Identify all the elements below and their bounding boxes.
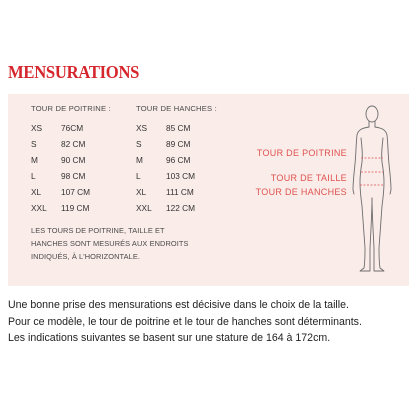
table-row bbox=[31, 152, 111, 168]
waist-label: TOUR DE TAILLE bbox=[270, 173, 347, 183]
size-label: XS bbox=[136, 123, 148, 133]
table-row bbox=[31, 136, 111, 152]
table-row bbox=[136, 200, 217, 216]
size-value: 107 CM bbox=[61, 187, 91, 197]
note-line: LES TOURS DE POITRINE, TAILLE ET bbox=[31, 226, 165, 235]
table-row bbox=[136, 152, 217, 168]
measurement-panel bbox=[8, 94, 409, 286]
size-label: M bbox=[136, 155, 143, 165]
size-value: 89 CM bbox=[166, 139, 191, 149]
chest-label: TOUR DE POITRINE bbox=[256, 148, 347, 158]
table-row bbox=[31, 120, 111, 136]
size-value: 119 CM bbox=[61, 203, 90, 213]
size-label: XXL bbox=[31, 203, 47, 213]
description-line: Pour ce modèle, le tour de poitrine et le tour de hanches sont déterminants. bbox=[8, 315, 362, 328]
hips-column bbox=[136, 102, 217, 216]
size-value: 85 CM bbox=[166, 123, 191, 133]
description-line: Les indications suivantes se basent sur une stature de 164 à 172cm. bbox=[8, 332, 331, 344]
size-label: S bbox=[136, 139, 142, 149]
table-row bbox=[31, 184, 111, 200]
chest-column bbox=[31, 102, 111, 216]
measurement-note bbox=[31, 224, 201, 263]
table-row bbox=[136, 168, 217, 184]
note-line: HANCHES SONT MESURÉS AUX ENDROITS bbox=[31, 239, 189, 248]
size-label: XS bbox=[31, 123, 43, 133]
table-row bbox=[31, 200, 111, 216]
size-label: XL bbox=[31, 187, 42, 197]
size-label: S bbox=[31, 139, 37, 149]
body-silhouette-icon bbox=[344, 102, 400, 278]
table-row bbox=[31, 168, 111, 184]
size-label: M bbox=[31, 155, 38, 165]
table-row bbox=[136, 120, 217, 136]
description-line: Une bonne prise des mensurations est décisive dans le choix de la taille. bbox=[8, 299, 349, 311]
size-value: 76CM bbox=[61, 123, 84, 133]
size-label: L bbox=[136, 171, 141, 181]
size-label: XL bbox=[136, 187, 147, 197]
table-row bbox=[136, 136, 217, 152]
table-row bbox=[136, 184, 217, 200]
size-value: 103 CM bbox=[166, 171, 196, 181]
hips-header: TOUR DE HANCHES : bbox=[136, 104, 217, 113]
size-value: 122 CM bbox=[166, 203, 196, 213]
size-value: 96 CM bbox=[166, 155, 191, 165]
page-title: MENSURATIONS bbox=[8, 62, 140, 82]
hips-label: TOUR DE HANCHES bbox=[255, 187, 347, 197]
size-value: 111 CM bbox=[166, 187, 194, 197]
size-value: 90 CM bbox=[61, 155, 86, 165]
note-line: INDIQUÉS, À L'HORIZONTALE. bbox=[31, 252, 141, 261]
size-value: 98 CM bbox=[61, 171, 86, 181]
size-value: 82 CM bbox=[61, 139, 86, 149]
size-label: XXL bbox=[136, 203, 152, 213]
description bbox=[8, 297, 412, 347]
chest-header: TOUR DE POITRINE : bbox=[31, 104, 111, 113]
size-label: L bbox=[31, 171, 36, 181]
